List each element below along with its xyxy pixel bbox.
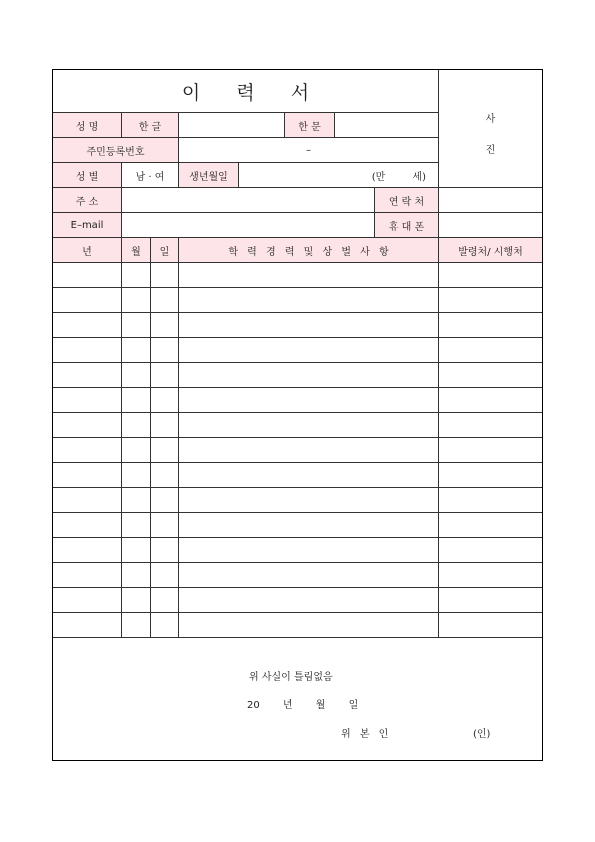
history-cell-month[interactable]: [122, 338, 151, 363]
history-cell-day[interactable]: [151, 588, 179, 613]
history-cell-year[interactable]: [53, 313, 122, 338]
history-cell-details[interactable]: [179, 463, 439, 488]
history-cell-day[interactable]: [151, 488, 179, 513]
history-cell-day[interactable]: [151, 538, 179, 563]
gender-label: 성 별: [53, 163, 122, 188]
history-cell-issuer[interactable]: [439, 338, 542, 363]
history-cell-issuer[interactable]: [439, 488, 542, 513]
history-cell-day[interactable]: [151, 288, 179, 313]
history-cell-day[interactable]: [151, 363, 179, 388]
history-cell-day[interactable]: [151, 413, 179, 438]
history-header-year: 년: [53, 238, 122, 263]
history-cell-month[interactable]: [122, 288, 151, 313]
history-cell-details[interactable]: [179, 488, 439, 513]
history-cell-day[interactable]: [151, 313, 179, 338]
form-title-text: 이 력 서: [181, 81, 310, 104]
signer-label: 위 본 인: [341, 729, 389, 740]
email-field[interactable]: [122, 213, 375, 238]
name-hanja-field[interactable]: [335, 113, 439, 138]
history-cell-day[interactable]: [151, 388, 179, 413]
mobile-field[interactable]: [439, 213, 542, 238]
name-hangul-field[interactable]: [179, 113, 285, 138]
history-cell-details[interactable]: [179, 388, 439, 413]
history-cell-year[interactable]: [53, 263, 122, 288]
history-cell-year[interactable]: [53, 388, 122, 413]
history-cell-year[interactable]: [53, 413, 122, 438]
photo-box[interactable]: [439, 70, 542, 188]
history-cell-details[interactable]: [179, 363, 439, 388]
history-cell-year[interactable]: [53, 513, 122, 538]
history-cell-issuer[interactable]: [439, 438, 542, 463]
hanja-label: 한 문: [285, 113, 335, 138]
declaration-area: [53, 641, 542, 760]
history-cell-issuer[interactable]: [439, 513, 542, 538]
history-cell-details[interactable]: [179, 438, 439, 463]
history-cell-month[interactable]: [122, 463, 151, 488]
age-text: (만 세): [371, 171, 426, 183]
history-cell-year[interactable]: [53, 288, 122, 313]
history-cell-month[interactable]: [122, 313, 151, 338]
history-cell-month[interactable]: [122, 263, 151, 288]
history-cell-month[interactable]: [122, 388, 151, 413]
history-cell-issuer[interactable]: [439, 288, 542, 313]
history-cell-year[interactable]: [53, 538, 122, 563]
history-cell-day[interactable]: [151, 613, 179, 638]
history-cell-year[interactable]: [53, 563, 122, 588]
contact-field[interactable]: [439, 188, 542, 213]
declaration-text: 위 사실이 틀림없음: [249, 672, 333, 683]
history-cell-year[interactable]: [53, 588, 122, 613]
hangul-label: 한 글: [122, 113, 179, 138]
resume-form: [52, 69, 543, 761]
history-cell-day[interactable]: [151, 563, 179, 588]
gender-field[interactable]: 남 · 여: [122, 163, 179, 188]
history-cell-issuer[interactable]: [439, 563, 542, 588]
history-cell-issuer[interactable]: [439, 588, 542, 613]
birth-field[interactable]: [239, 163, 439, 188]
birth-label: 생년월일: [179, 163, 239, 188]
history-header-issuer: 발령처/ 시행처: [439, 238, 542, 263]
history-cell-details[interactable]: [179, 263, 439, 288]
history-header-details: 학 력 경 력 및 상 벌 사 항: [179, 238, 439, 263]
history-cell-day[interactable]: [151, 338, 179, 363]
history-cell-day[interactable]: [151, 463, 179, 488]
history-cell-details[interactable]: [179, 413, 439, 438]
history-cell-issuer[interactable]: [439, 613, 542, 638]
history-cell-details[interactable]: [179, 538, 439, 563]
history-cell-details[interactable]: [179, 513, 439, 538]
history-cell-year[interactable]: [53, 363, 122, 388]
history-cell-details[interactable]: [179, 613, 439, 638]
mobile-label: 휴 대 폰: [375, 213, 439, 238]
history-cell-year[interactable]: [53, 488, 122, 513]
history-cell-year[interactable]: [53, 463, 122, 488]
history-cell-issuer[interactable]: [439, 413, 542, 438]
email-label: E–mail: [53, 213, 122, 238]
address-label: 주 소: [53, 188, 122, 213]
history-cell-month[interactable]: [122, 613, 151, 638]
history-cell-year[interactable]: [53, 338, 122, 363]
history-cell-details[interactable]: [179, 588, 439, 613]
declaration-date[interactable]: 20 년 월 일: [247, 700, 359, 711]
rrn-dash: –: [306, 144, 311, 156]
history-cell-details[interactable]: [179, 288, 439, 313]
history-cell-day[interactable]: [151, 513, 179, 538]
history-cell-month[interactable]: [122, 488, 151, 513]
history-cell-day[interactable]: [151, 438, 179, 463]
history-cell-year[interactable]: [53, 613, 122, 638]
history-cell-year[interactable]: [53, 438, 122, 463]
address-field[interactable]: [122, 188, 375, 213]
history-cell-month[interactable]: [122, 563, 151, 588]
history-cell-month[interactable]: [122, 588, 151, 613]
history-cell-details[interactable]: [179, 313, 439, 338]
form-title: [53, 70, 439, 113]
history-cell-month[interactable]: [122, 363, 151, 388]
history-header-day: 일: [151, 238, 179, 263]
photo-label-2: 진: [485, 145, 496, 156]
contact-label: 연 락 처: [375, 188, 439, 213]
history-cell-details[interactable]: [179, 563, 439, 588]
history-cell-day[interactable]: [151, 263, 179, 288]
seal-mark[interactable]: (인): [473, 729, 491, 740]
rrn-field[interactable]: [179, 138, 439, 163]
history-cell-issuer[interactable]: [439, 363, 542, 388]
photo-label-1: 사: [485, 114, 496, 125]
name-label: 성 명: [53, 113, 122, 138]
history-cell-issuer[interactable]: [439, 313, 542, 338]
history-cell-issuer[interactable]: [439, 463, 542, 488]
history-cell-details[interactable]: [179, 338, 439, 363]
history-cell-month[interactable]: [122, 513, 151, 538]
history-cell-month[interactable]: [122, 538, 151, 563]
rrn-label: 주민등록번호: [53, 138, 179, 163]
history-cell-issuer[interactable]: [439, 538, 542, 563]
history-cell-issuer[interactable]: [439, 263, 542, 288]
history-cell-month[interactable]: [122, 438, 151, 463]
history-header-month: 월: [122, 238, 151, 263]
history-bottom-divider: [53, 637, 542, 638]
history-cell-issuer[interactable]: [439, 388, 542, 413]
history-cell-month[interactable]: [122, 413, 151, 438]
